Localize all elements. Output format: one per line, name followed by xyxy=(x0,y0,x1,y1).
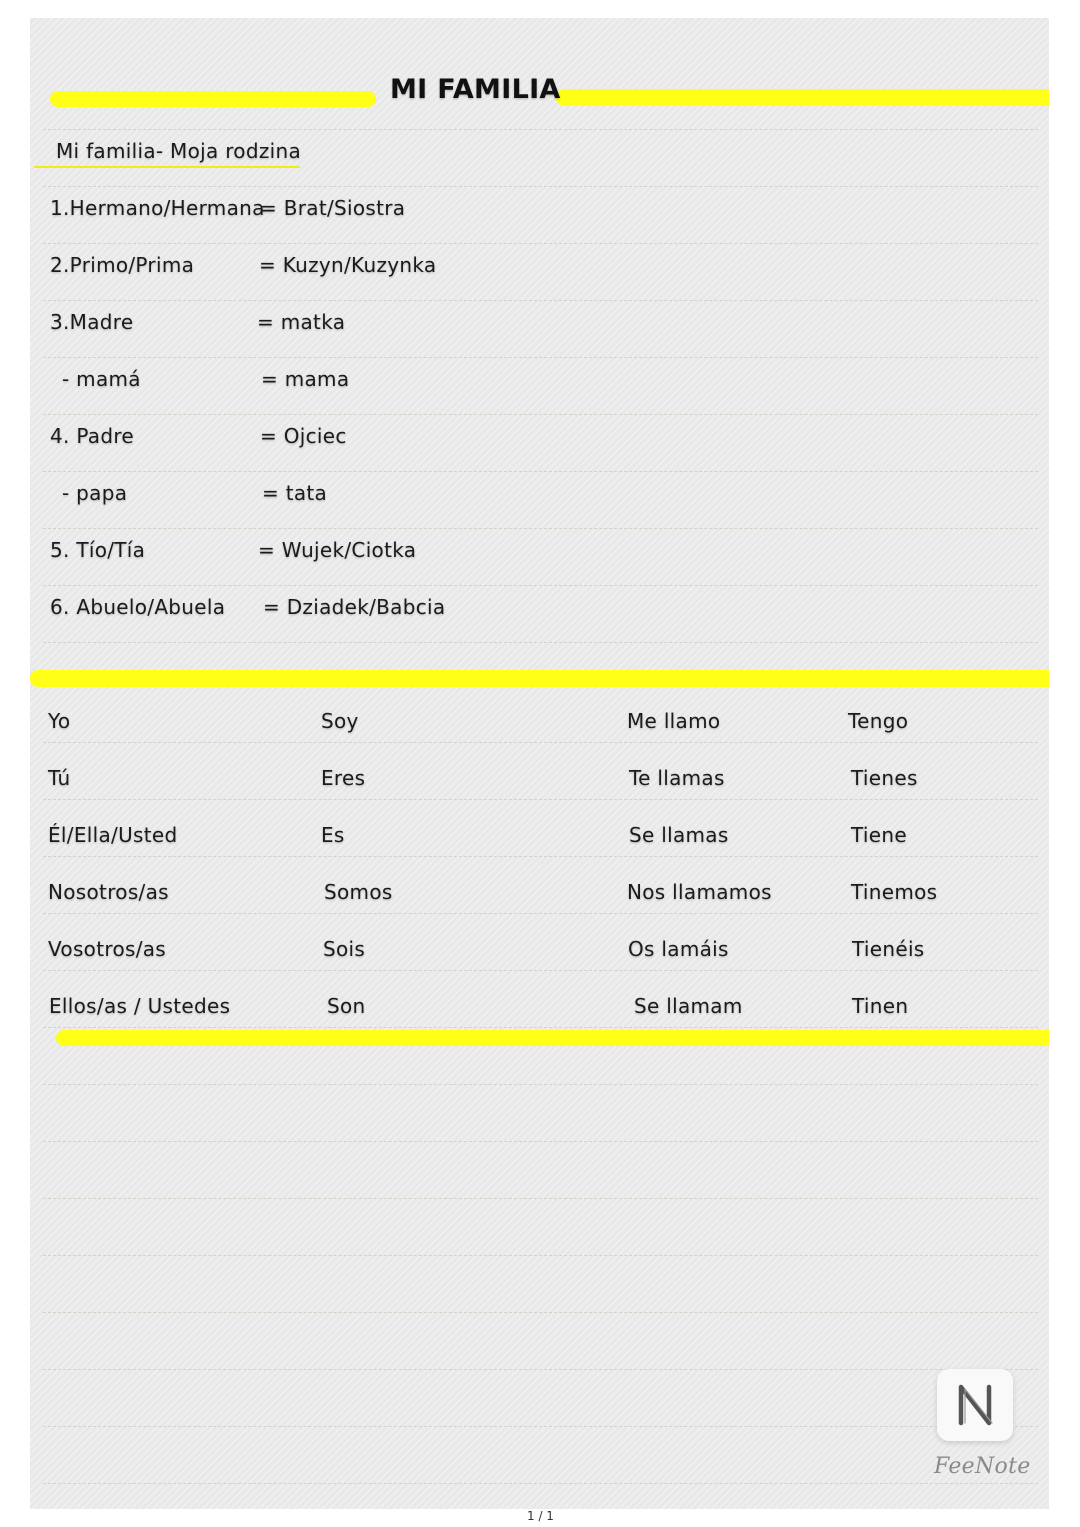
vocab-polish: = tata xyxy=(262,481,328,505)
ruled-line xyxy=(43,1084,1038,1085)
ruled-line xyxy=(43,742,1038,743)
ser-cell: Es xyxy=(321,823,345,847)
ruled-line xyxy=(43,1369,1038,1370)
tener-cell: Tienéis xyxy=(852,937,925,961)
tener-cell: Tengo xyxy=(848,709,909,733)
feenote-logo-text: FeeNote xyxy=(934,1454,1031,1479)
vocab-spanish: - papa xyxy=(62,481,128,505)
ser-cell: Sois xyxy=(323,937,366,961)
vocab-polish: = matka xyxy=(257,310,346,334)
pronoun-cell: Yo xyxy=(48,709,71,733)
vocab-polish: = Dziadek/Babcia xyxy=(263,595,446,619)
title-highlight-left xyxy=(50,91,376,107)
subtitle-underline xyxy=(34,166,300,168)
ruled-line xyxy=(43,528,1038,529)
tener-cell: Tienes xyxy=(851,766,918,790)
notebook-page xyxy=(30,18,1049,1509)
pronoun-cell: Tú xyxy=(48,766,71,790)
llamarse-cell: Te llamas xyxy=(629,766,725,790)
feenote-n-logo-icon xyxy=(937,1369,1013,1441)
ruled-line xyxy=(43,357,1038,358)
vocab-polish: = mama xyxy=(261,367,350,391)
ruled-line xyxy=(43,243,1038,244)
ruled-line xyxy=(43,799,1038,800)
vocab-spanish: 4. Padre xyxy=(50,424,135,448)
vocab-polish: = Wujek/Ciotka xyxy=(258,538,417,562)
vocab-spanish: 6. Abuelo/Abuela xyxy=(50,595,226,619)
ruled-line xyxy=(43,1027,1038,1028)
ruled-line xyxy=(43,1426,1038,1427)
ruled-line xyxy=(43,414,1038,415)
table-end-highlight xyxy=(56,1030,1049,1046)
ruled-line xyxy=(43,1312,1038,1313)
tener-cell: Tiene xyxy=(851,823,907,847)
ruled-line xyxy=(43,1255,1038,1256)
ser-cell: Eres xyxy=(321,766,366,790)
ruled-line xyxy=(43,1141,1038,1142)
llamarse-cell: Se llamam xyxy=(634,994,743,1018)
pronoun-cell: Él/Ella/Usted xyxy=(48,823,178,847)
pronoun-cell: Vosotros/as xyxy=(48,937,167,961)
ruled-line xyxy=(43,585,1038,586)
vocab-spanish: 3.Madre xyxy=(50,310,134,334)
llamarse-cell: Os lamáis xyxy=(628,937,729,961)
vocab-polish: = Ojciec xyxy=(260,424,347,448)
ruled-line xyxy=(43,300,1038,301)
vocab-spanish: 5. Tío/Tía xyxy=(50,538,146,562)
page-counter: 1 / 1 xyxy=(527,1509,554,1523)
section-subtitle: Mi familia- Moja rodzina xyxy=(56,139,302,163)
tener-cell: Tinen xyxy=(852,994,909,1018)
ruled-line xyxy=(43,856,1038,857)
vocab-spanish: 1.Hermano/Hermana xyxy=(50,196,265,220)
ruled-line xyxy=(43,1483,1038,1484)
ruled-line xyxy=(43,913,1038,914)
tener-cell: Tinemos xyxy=(851,880,938,904)
vocab-polish: = Kuzyn/Kuzynka xyxy=(259,253,437,277)
ruled-line xyxy=(43,129,1038,130)
ruled-line xyxy=(43,642,1038,643)
ruled-line xyxy=(43,471,1038,472)
ruled-line xyxy=(43,1198,1038,1199)
ser-cell: Somos xyxy=(324,880,393,904)
ser-cell: Son xyxy=(327,994,366,1018)
pronoun-cell: Ellos/as / Ustedes xyxy=(49,994,231,1018)
section-divider-highlight xyxy=(30,670,1049,687)
ruled-line xyxy=(43,970,1038,971)
pronoun-cell: Nosotros/as xyxy=(48,880,169,904)
vocab-spanish: - mamá xyxy=(62,367,141,391)
ruled-line xyxy=(43,186,1038,187)
vocab-polish: = Brat/Siostra xyxy=(260,196,406,220)
vocab-spanish: 2.Primo/Prima xyxy=(50,253,195,277)
llamarse-cell: Se llamas xyxy=(629,823,729,847)
ser-cell: Soy xyxy=(321,709,359,733)
llamarse-cell: Me llamo xyxy=(627,709,721,733)
llamarse-cell: Nos llamamos xyxy=(627,880,772,904)
page-title: MI FAMILIA xyxy=(390,74,561,105)
title-highlight-right xyxy=(556,89,1049,106)
